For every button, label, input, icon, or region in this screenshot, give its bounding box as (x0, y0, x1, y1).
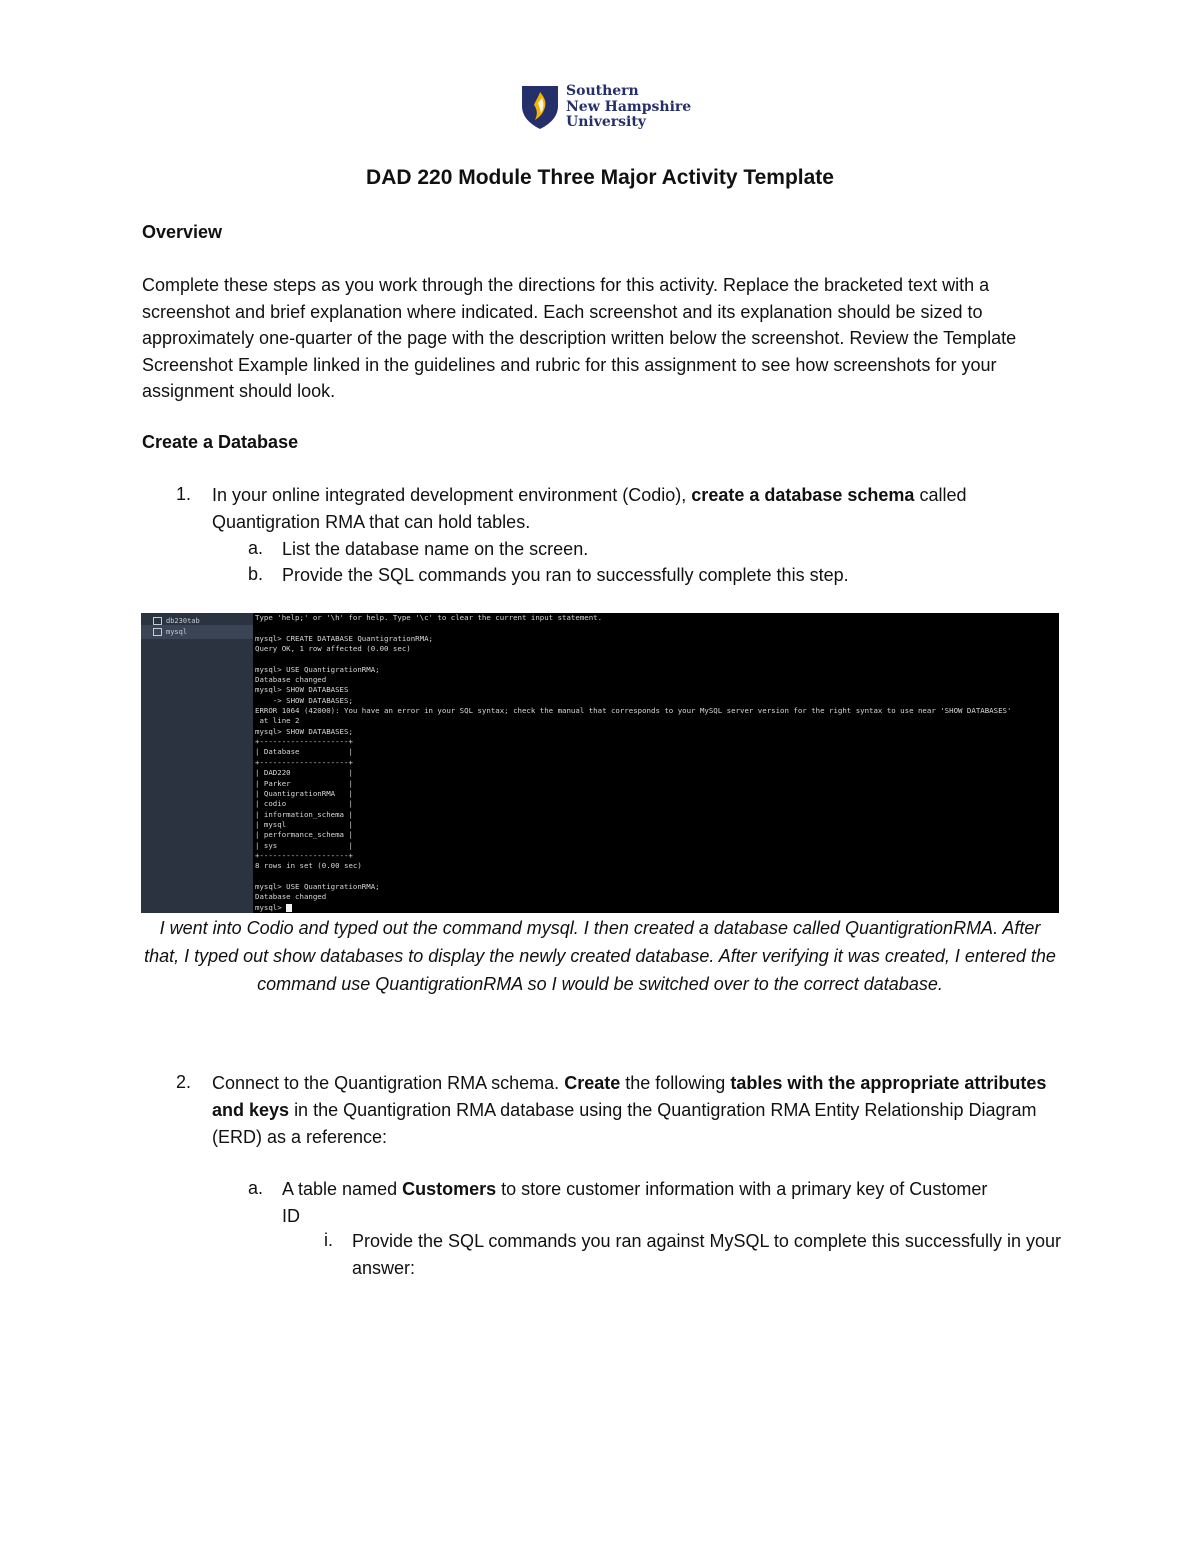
terminal-line: mysql> SHOW DATABASES (255, 685, 349, 695)
step-1-text-b: called (919, 485, 967, 505)
terminal-line: | mysql | (255, 819, 353, 829)
terminal-prompt-line (255, 903, 1055, 913)
terminal-line: | Parker | (255, 778, 353, 788)
file-tree-item (153, 617, 200, 625)
step-1-text-c: Quantigration RMA that can hold tables. (212, 512, 531, 532)
terminal-line: ERROR 1064 (42000): You have an error in your SQL syntax; check the manual that corresponds to your MySQL server version for the right syntax to use near 'SHOW DATABASES' (255, 706, 1012, 716)
step-2ai-text: Provide the SQL commands you ran against MySQL to complete this successfully in your answer: (352, 1231, 1061, 1278)
step-1b-text: Provide the SQL commands you ran to successfully complete this step. (282, 565, 849, 585)
step-1a-marker: a. (248, 538, 264, 558)
overview-paragraph: Complete these steps as you work through the directions for this activity. Replace the bracketed text with a screenshot and brief explanation where indicated. Each screenshot and its explanation should be sized to approximately one-quarter of the page with the description written below the screenshot. Review the Template Screenshot Example linked in the guidelines and rubric for this assignment to see how screenshots for your assignment should look. (142, 275, 1017, 401)
university-logo (520, 84, 690, 134)
logo-line-3: University (566, 114, 646, 130)
terminal-line (255, 872, 1055, 882)
terminal-line: +--------------------+ (255, 757, 353, 767)
step-2a-marker: a. (248, 1178, 264, 1198)
terminal-line: mysql> USE QuantigrationRMA; (255, 881, 380, 891)
terminal-line: +--------------------+ (255, 737, 353, 747)
step-2a-text (282, 1176, 1002, 1230)
terminal-line: | information_schema | (255, 809, 353, 819)
step-2-text-1: Connect to the Quantigration RMA schema. (212, 1073, 560, 1093)
step-2-text-bold-1: Create (564, 1073, 621, 1093)
step-1-text-bold: create a database schema (691, 485, 915, 505)
step-1-number: 1. (176, 484, 192, 504)
overview-heading: Overview (142, 222, 223, 242)
terminal-line: -> SHOW DATABASES; (255, 695, 353, 705)
step-1b-marker: b. (248, 564, 264, 584)
file-tree-item (153, 628, 187, 636)
terminal-cursor (286, 904, 292, 912)
logo-line-1: Southern (566, 83, 639, 99)
file-tree-item-label: mysql (166, 628, 188, 636)
terminal-prompt: mysql> (255, 902, 287, 912)
terminal-line: Database changed (255, 675, 327, 685)
step-2-text (212, 1070, 1062, 1151)
flame-shield-icon (520, 84, 560, 130)
create-database-heading: Create a Database (142, 432, 299, 452)
step-2a-text-bold: Customers (402, 1179, 497, 1199)
terminal-line: | performance_schema | (255, 830, 353, 840)
terminal-line: | Database | (255, 747, 353, 757)
terminal-line: mysql> SHOW DATABASES; (255, 726, 353, 736)
terminal-line (255, 623, 1055, 633)
terminal-line: | codio | (255, 799, 353, 809)
step-2-text-2: the following (625, 1073, 726, 1093)
terminal-line: Type 'help;' or '\h' for help. Type '\c' to clear the current input statement. (255, 613, 603, 622)
terminal-line: 8 rows in set (0.00 sec) (255, 861, 362, 871)
folder-icon (153, 617, 162, 625)
step-2a-text-2: to store customer information with a primary key of Customer ID (282, 1179, 988, 1226)
terminal-line: Database changed (255, 892, 327, 902)
step-2a-text-1: A table named (282, 1179, 398, 1199)
terminal-line: at line 2 (255, 716, 300, 726)
step-2-text-3: in the Quantigration RMA database using the Quantigration RMA Entity Relationship Diagram (ERD) as a reference: (212, 1100, 1037, 1147)
terminal-line: | DAD220 | (255, 768, 353, 778)
terminal-line (255, 654, 1055, 664)
terminal-line: | QuantigrationRMA | (255, 788, 353, 798)
file-tree-sidebar (141, 613, 253, 913)
folder-icon (153, 628, 162, 636)
terminal-line: mysql> CREATE DATABASE QuantigrationRMA; (255, 633, 433, 643)
logo-wordmark (566, 84, 691, 131)
file-tree-item-label: db230tab (166, 617, 200, 625)
terminal-output (255, 613, 1055, 913)
step-2-number: 2. (176, 1072, 192, 1092)
terminal-line: +--------------------+ (255, 850, 353, 860)
step-2ai-marker: i. (324, 1230, 333, 1250)
terminal-line: Query OK, 1 row affected (0.00 sec) (255, 644, 411, 654)
terminal-line: mysql> USE QuantigrationRMA; (255, 664, 380, 674)
screenshot-caption: I went into Codio and typed out the command mysql. I then created a database called QuantigrationRMA. After that, I typed out show databases to display the newly created database. After verifying it was created, I entered the command use QuantigrationRMA so I would be switched over to the correct database. (144, 918, 1056, 994)
step-1a-text: List the database name on the screen. (282, 539, 589, 559)
terminal-line: | sys | (255, 840, 353, 850)
document-title: DAD 220 Module Three Major Activity Template (366, 166, 834, 189)
step-2-text-bold-2: tables with the appropriate attributes and keys (212, 1073, 1047, 1120)
step-1-text-a: In your online integrated development environment (Codio), (212, 485, 687, 505)
logo-line-2: New Hampshire (566, 98, 692, 115)
codio-terminal-screenshot (141, 613, 1059, 913)
step-1-text (212, 482, 1072, 536)
